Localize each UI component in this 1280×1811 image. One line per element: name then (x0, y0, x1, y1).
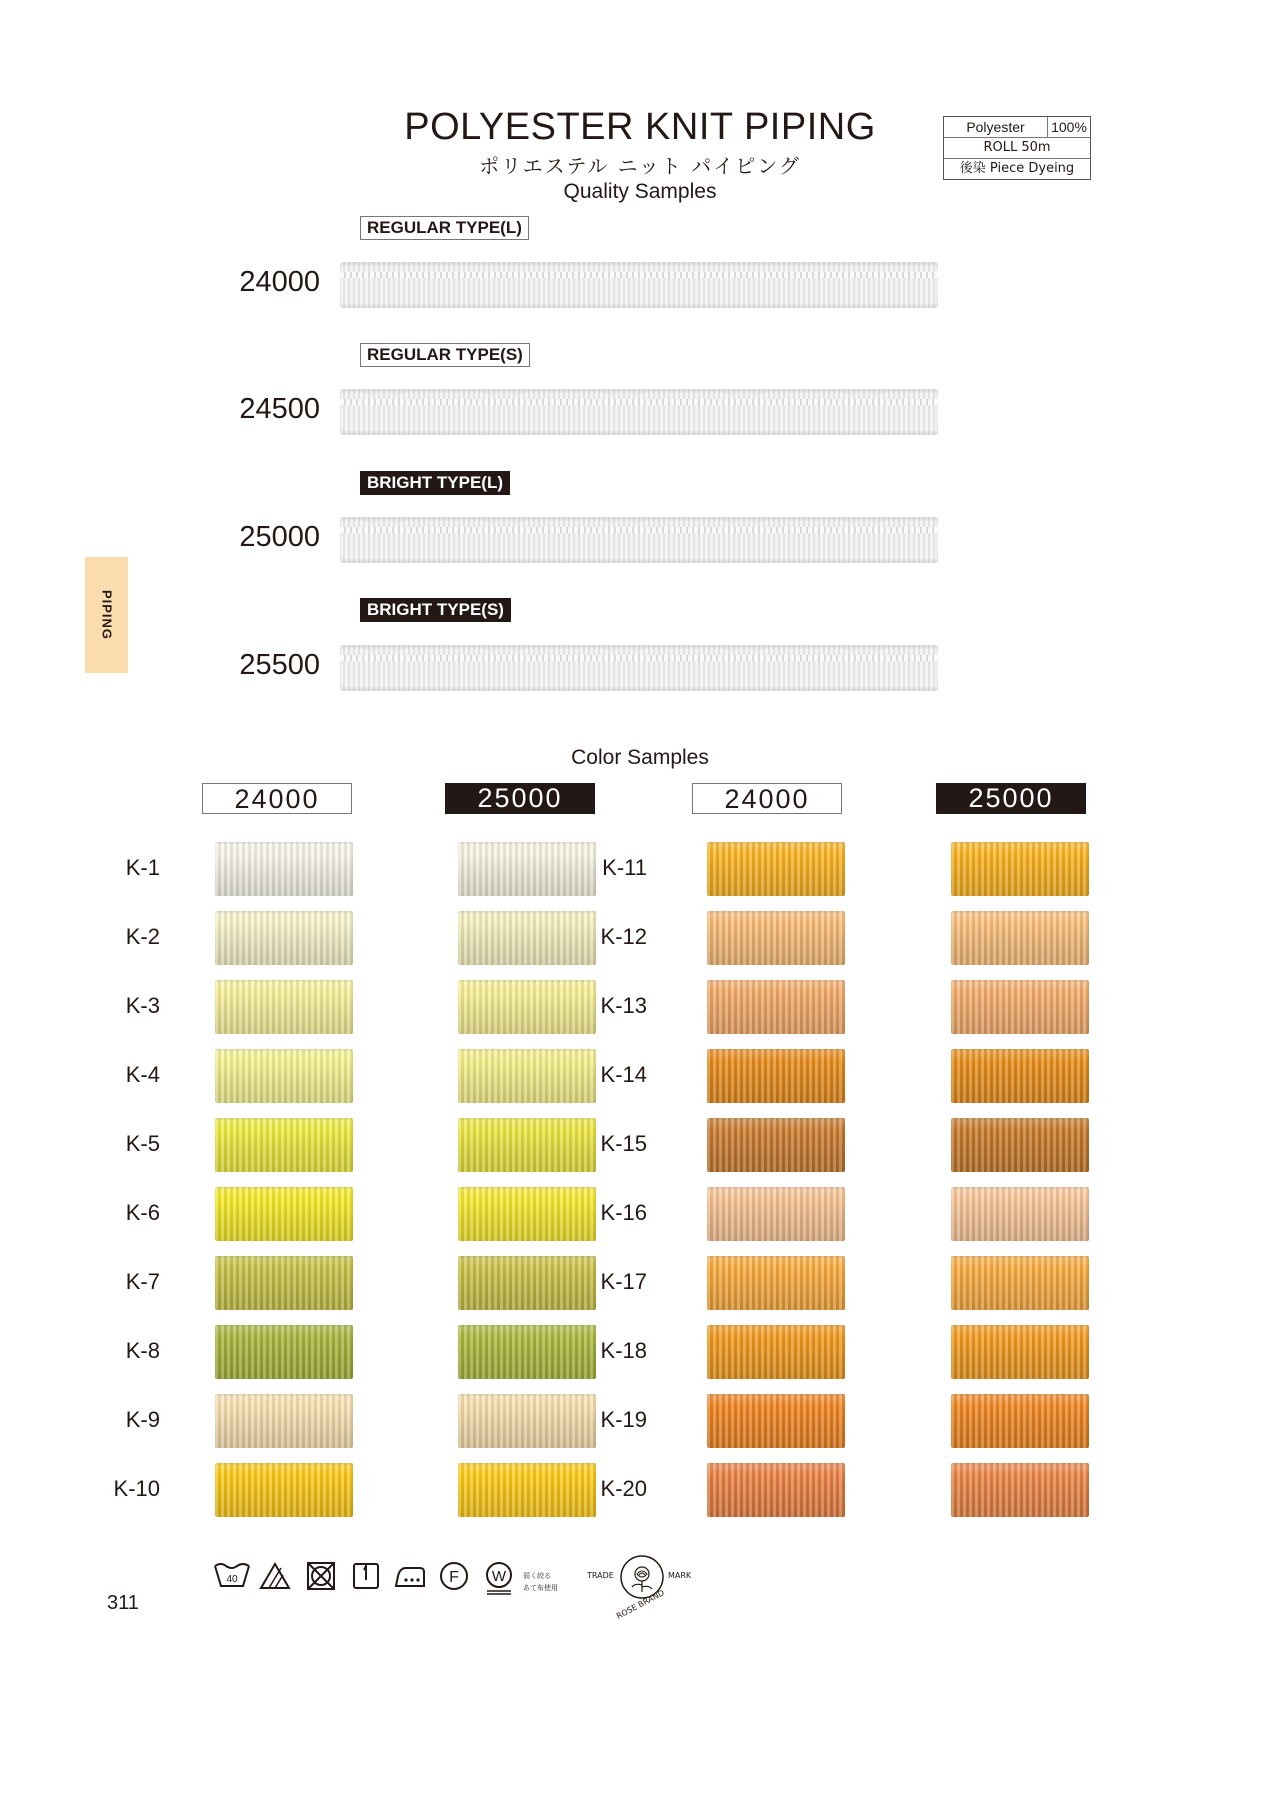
color-code-label: K-17 (600, 1269, 647, 1294)
type-tag: REGULAR TYPE(S) (360, 343, 530, 367)
color-code-label: K-11 (602, 855, 647, 880)
color-swatch (707, 1394, 845, 1448)
color-samples-heading: Color Samples (571, 746, 709, 769)
color-code-label: K-10 (113, 1476, 160, 1501)
quality-sample-tape (340, 262, 938, 308)
wet-clean-w-icon (482, 1560, 516, 1596)
type-tag: REGULAR TYPE(L) (360, 216, 529, 240)
color-swatch (707, 1118, 845, 1172)
color-swatch (707, 1187, 845, 1241)
color-code-label: K-20 (600, 1476, 647, 1501)
care-note-line: 弱く絞る (523, 1572, 551, 1580)
rose-brand-text: ROSE BRAND (614, 1588, 666, 1621)
wash-40-icon (213, 1560, 251, 1592)
color-swatch (951, 1187, 1089, 1241)
color-swatch (951, 980, 1089, 1034)
care-note (523, 1570, 569, 1594)
color-code-label: K-9 (125, 1407, 160, 1432)
color-swatch (215, 1394, 353, 1448)
color-swatch (707, 1325, 845, 1379)
quality-samples-heading: Quality Samples (563, 180, 717, 203)
product-code: 25000 (239, 521, 320, 553)
mark-text: MARK (668, 1571, 692, 1580)
color-code-label: K-12 (600, 924, 647, 949)
color-swatch (215, 911, 353, 965)
quality-sample-tape (340, 517, 938, 563)
color-swatch (215, 1187, 353, 1241)
color-swatch (951, 1118, 1089, 1172)
spec-box (943, 116, 1091, 180)
color-swatch (951, 1394, 1089, 1448)
page-title-japanese: ポリエステル ニット パイピング (479, 154, 801, 178)
color-swatch (215, 1325, 353, 1379)
spec-roll: ROLL 50m (983, 140, 1051, 155)
color-swatch (707, 1463, 845, 1517)
color-code-label: K-16 (600, 1200, 647, 1225)
color-swatch (951, 1256, 1089, 1310)
color-swatch (707, 911, 845, 965)
dry-clean-letter: F (449, 1569, 459, 1586)
column-header: 24000 (202, 783, 352, 814)
color-code-label: K-15 (600, 1131, 647, 1156)
color-swatch (707, 1049, 845, 1103)
trade-text: TRADE (587, 1571, 614, 1580)
color-swatch (215, 1118, 353, 1172)
line-dry-icon (350, 1560, 382, 1592)
section-side-tab (85, 557, 128, 673)
color-swatch (707, 980, 845, 1034)
color-swatch (951, 1049, 1089, 1103)
side-tab-label: PIPING (99, 589, 114, 641)
color-code-label: K-4 (125, 1062, 160, 1087)
color-swatch (215, 1049, 353, 1103)
dry-clean-f-icon (438, 1560, 470, 1592)
color-swatch (951, 911, 1089, 965)
spec-dyeing: 後染 Piece Dyeing (959, 161, 1075, 176)
color-code-label: K-1 (125, 855, 160, 880)
product-code: 24500 (239, 393, 320, 425)
color-swatch (215, 980, 353, 1034)
product-code: 25500 (239, 649, 320, 681)
page-number: 311 (107, 1592, 139, 1614)
quality-sample-tape (340, 389, 938, 435)
care-note-line: あて布使用 (523, 1584, 558, 1592)
wash-temp-text: 40 (226, 1574, 238, 1585)
page-title: POLYESTER KNIT PIPING (404, 106, 876, 148)
color-swatch (215, 842, 353, 896)
spec-material: Polyester (966, 119, 1025, 135)
color-code-label: K-2 (125, 924, 160, 949)
type-tag: BRIGHT TYPE(S) (360, 598, 511, 622)
color-code-label: K-19 (600, 1407, 647, 1432)
color-code-label: K-14 (600, 1062, 647, 1087)
column-header: 24000 (692, 783, 842, 814)
column-header: 25000 (936, 783, 1086, 814)
color-swatch (951, 842, 1089, 896)
color-code-label: K-6 (125, 1200, 160, 1225)
product-code: 24000 (239, 266, 320, 298)
color-code-label: K-3 (125, 993, 160, 1018)
color-swatch (951, 1325, 1089, 1379)
color-code-label: K-7 (125, 1269, 160, 1294)
iron-icon (392, 1560, 428, 1592)
quality-sample-tape (340, 645, 938, 691)
no-tumble-dry-icon (305, 1560, 337, 1592)
wet-clean-letter: W (491, 1568, 507, 1585)
color-swatch (707, 1256, 845, 1310)
color-code-label: K-18 (600, 1338, 647, 1363)
column-header: 25000 (445, 783, 595, 814)
color-swatch (215, 1256, 353, 1310)
type-tag: BRIGHT TYPE(L) (360, 471, 510, 495)
spec-percent: 100% (1047, 117, 1090, 137)
color-swatch (707, 842, 845, 896)
bleach-icon (259, 1560, 291, 1592)
color-code-label: K-5 (125, 1131, 160, 1156)
color-code-label: K-13 (600, 993, 647, 1018)
color-swatch (951, 1463, 1089, 1517)
color-swatch (215, 1463, 353, 1517)
color-code-label: K-8 (125, 1338, 160, 1363)
